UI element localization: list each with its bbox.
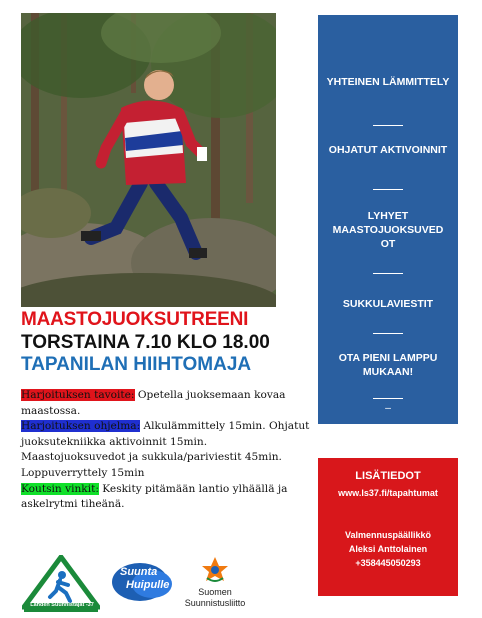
info-box bbox=[318, 458, 458, 596]
sidebar-item-activation: OHJATUT AKTIVOINNIT bbox=[328, 144, 448, 156]
sidebar-item-intervals: LYHYET MAASTOJUOKSUVED OT bbox=[332, 210, 444, 250]
contact-role: Valmennuspäällikkö bbox=[344, 530, 432, 540]
program-sidebar bbox=[318, 15, 458, 424]
sidebar-divider bbox=[373, 125, 403, 126]
sidebar-item-lamp: OTA PIENI LAMPPU MUKAAN! bbox=[338, 352, 438, 378]
suunta-text: Suunta bbox=[120, 566, 158, 578]
tips-text: Keskity pitämään lantio ylhäällä ja askelrytmi tiheänä. bbox=[21, 482, 288, 511]
info-url[interactable]: www.ls37.fi/tapahtumat bbox=[338, 488, 438, 498]
sidebar-divider bbox=[373, 333, 403, 334]
sidebar-item-warmup: YHTEINEN LÄMMITTELY bbox=[326, 76, 450, 88]
program-label: Harjoituksen ohjelma: bbox=[21, 420, 141, 433]
ls37-logo-text: Lahden Suunnistajat -37 bbox=[30, 602, 94, 608]
goal-text: Opetella juoksemaan kovaa maastossa. bbox=[21, 389, 286, 417]
goal-label: Harjoituksen tavoite: bbox=[21, 389, 135, 401]
goal-paragraph bbox=[21, 388, 311, 419]
program-text: Alkulämmittely 15min. Ohjatut juoksutekniikka aktivoinnit 15min. Maastojuoksuvedot ja sukkula/pariviestit 45min. Loppuverryttely 15min bbox=[21, 420, 310, 479]
contact-phone: +358445050293 bbox=[355, 558, 421, 568]
tips-paragraph bbox=[21, 482, 311, 513]
info-title: LISÄTIEDOT bbox=[355, 470, 421, 482]
ls37-logo bbox=[22, 555, 100, 613]
sidebar-divider bbox=[373, 273, 403, 274]
contact-name: Aleksi Anttolainen bbox=[348, 544, 428, 554]
sidebar-divider bbox=[373, 189, 403, 190]
program-paragraph bbox=[21, 419, 311, 481]
suomen-suunnistusliitto-logo bbox=[176, 556, 254, 612]
runner-photo bbox=[21, 13, 276, 307]
description bbox=[21, 388, 311, 513]
ssl-text-line2: Suunnistusliitto bbox=[184, 598, 246, 608]
event-location: TAPANILAN HIIHTOMAJA bbox=[21, 354, 252, 375]
event-time: TORSTAINA 7.10 KLO 18.00 bbox=[21, 332, 270, 353]
suunta-huipulle-logo bbox=[110, 560, 180, 602]
ssl-text-line1: Suomen bbox=[198, 587, 232, 597]
event-title: MAASTOJUOKSUTREENI bbox=[21, 309, 249, 330]
sidebar-divider bbox=[373, 398, 403, 399]
tips-label: Koutsin vinkit: bbox=[21, 482, 99, 495]
sidebar-trailing-mark: – bbox=[385, 402, 391, 414]
sidebar-item-relays: SUKKULAVIESTIT bbox=[342, 298, 434, 310]
huipulle-text: Huipulle bbox=[126, 579, 170, 591]
